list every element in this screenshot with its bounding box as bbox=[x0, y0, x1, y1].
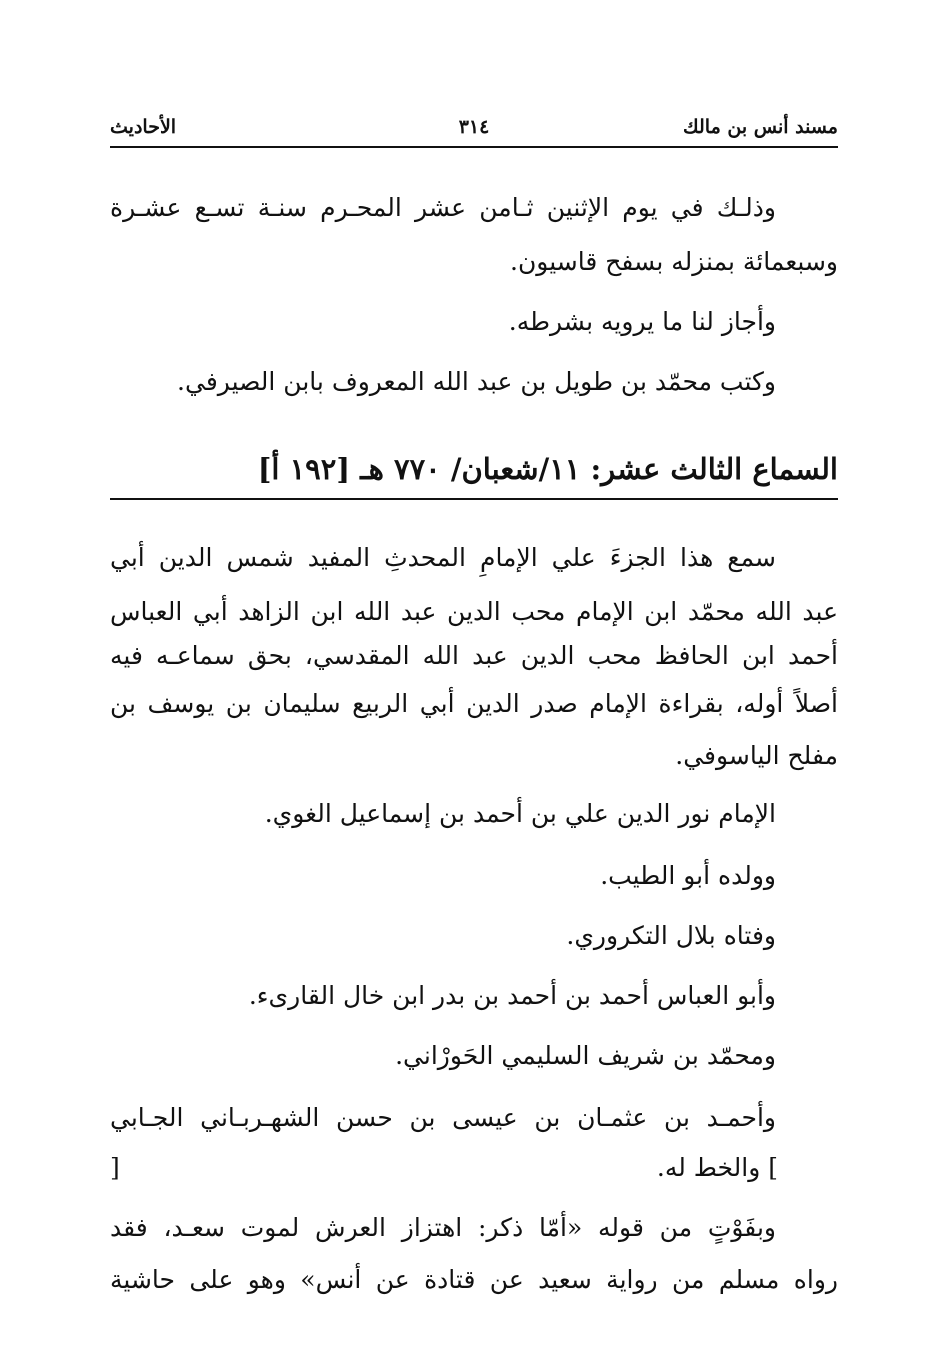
paragraph-line: رواه مسلم من رواية سعيد عن قتادة عن أنس» وهو على حاشية bbox=[110, 1265, 838, 1294]
header-book-title: مسند أنس بن مالك bbox=[683, 116, 838, 138]
list-item: الإمام نور الدين علي بن أحمد بن إسماعيل الغوي. bbox=[264, 799, 776, 828]
list-item: وأحمـد بن عثمـان بن عيسى بن حسن الشهـربـاني الجـابي bbox=[110, 1103, 776, 1132]
running-header bbox=[110, 112, 838, 148]
paragraph-line: أحمد ابن الحافظ محب الدين عبد الله المقدسي، بحق سماعـه فيه bbox=[110, 641, 838, 670]
list-item: وولده أبو الطيب. bbox=[600, 861, 776, 890]
paragraph-line: وكتب محمّد بن طويل بن عبد الله المعروف بابن الصيرفي. bbox=[177, 367, 776, 396]
paragraph-line: وسبعمائة بمنزله بسفح قاسيون. bbox=[510, 247, 838, 276]
paragraph-line: وبفَوْتٍ من قوله «أمّا ذكر: اهتزاز العرش لموت سعـد، فقد bbox=[110, 1213, 776, 1242]
paragraph-line: سمع هذا الجزءَ علي الإمامِ المحدثِ المفيد شمس الدين أبي bbox=[110, 543, 776, 572]
paragraph-line: مفلح الياسوفي. bbox=[675, 741, 838, 770]
paragraph-line: عبد الله محمّد ابن الإمام محب الدين عبد الله ابن الزاهد أبي العباس bbox=[110, 597, 838, 626]
page-number: ٣١٤ bbox=[458, 116, 490, 138]
blank-bracket: [ bbox=[110, 1153, 120, 1182]
paragraph-line: أصلاً أوله، بقراءة الإمام صدر الدين أبي الربيع سليمان بن يوسف بن bbox=[110, 689, 838, 718]
list-item: ومحمّد بن شريف السليمي الحَورْاني. bbox=[395, 1041, 776, 1070]
paragraph-line: وذلـك في يوم الإثنين ثـامن عشر المحـرم سنـة تسـع عشـرة bbox=[110, 193, 776, 222]
header-section-title: الأحاديث bbox=[110, 116, 177, 138]
list-item: وأبو العباس أحمد بن أحمد بن بدر ابن خال القارىء. bbox=[248, 981, 776, 1010]
list-item: وفتاه بلال التكروري. bbox=[566, 921, 776, 950]
list-item: ] والخط له. bbox=[656, 1153, 778, 1182]
paragraph-line: وأجاز لنا ما يرويه بشرطه. bbox=[508, 307, 776, 336]
section-heading: السماع الثالث عشر: ١١/شعبان/ ٧٧٠ هـ [١٩٢ أ] bbox=[110, 446, 838, 500]
